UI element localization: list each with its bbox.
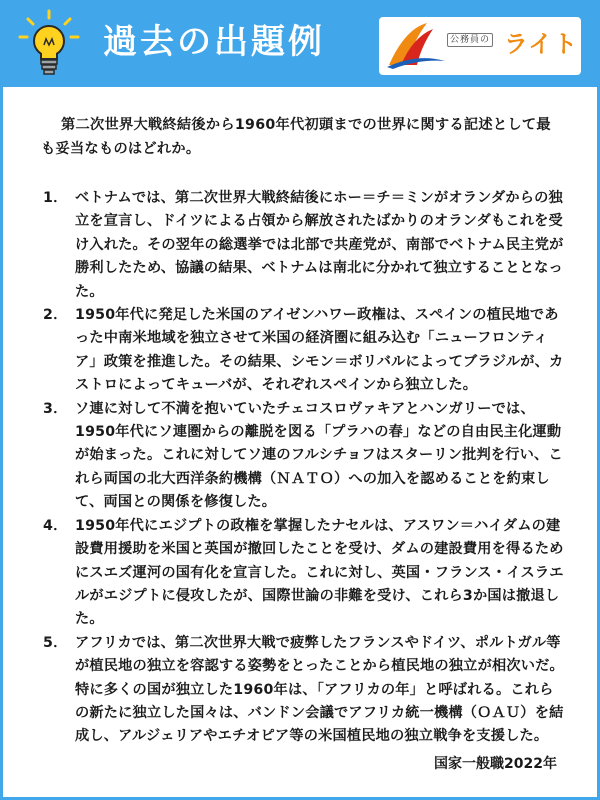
choice-text: 1950年代にエジプトの政権を掌握したナセルは、アスワン＝ハイダムの建設費用援助を米国と英国が撤回したことを受け、ダムの建設費用を得るためにスエズ運河の国有化を宣言した。これに対し、英国・フランス・イスラエルがエジプトに侵攻したが、国際世論の非難を受け、これら3か国は撤退した。 xyxy=(75,517,564,628)
choice-item xyxy=(41,515,565,632)
choice-number: 3． xyxy=(43,400,68,417)
choice-item xyxy=(41,632,565,749)
choice-item xyxy=(41,187,565,304)
choice-text: ベトナムでは、第二次世界大戦終結後にホー＝チ＝ミンがオランダからの独立を宣言し、ドイツによる占領から解放されたばかりのオランダもこれを受け入れた。その翌年の総選挙では北部で共産党が、南部でベトナム民主党が勝利したため、協議の結果、ベトナムは南北に分かれて独立することとなった。 xyxy=(75,190,564,300)
exam-source: 国家一般職2022年 xyxy=(434,756,557,772)
logo-name: ライト xyxy=(504,30,579,58)
choice-number: 1． xyxy=(43,190,68,206)
brand-logo xyxy=(379,17,581,75)
choice-item xyxy=(41,304,565,398)
choice-number: 2． xyxy=(43,307,68,324)
choice-text: アフリカでは、第二次世界大戦で疲弊したフランスやドイツ、ポルトガル等が植民地の独立を容認する姿勢をとったことから植民地の独立が相次いだ。特に多くの国が独立した1960年は、「アフリカの年」と呼ばれる。これらの新たに独立した国々は、バンドン会議でアフリカ統一機構（ＯＡＵ）を結成し、アルジェリアやエチオピア等の米国植民地の独立戦争を支援した。 xyxy=(75,634,564,745)
lightbulb-icon xyxy=(17,9,81,79)
page-title: 過去の出題例 xyxy=(103,22,325,62)
question-text: 第二次世界大戦終結後から1960年代初頭までの世界に関する記述として最も妥当なものはどれか。 xyxy=(41,117,551,157)
logo-mark-icon xyxy=(383,19,447,71)
choice-text: 1950年代に発足した米国のアイゼンハワー政権は、スペインの植民地であった中南米地域を独立させて米国の経済圏に組み込む「ニューフロンティア」政策を推進した。その結果、シモン＝ボリバルによってブラジルが、カストロによってキューバが、それぞれスペインから独立した。 xyxy=(75,307,564,394)
choice-item xyxy=(41,398,565,515)
question-content xyxy=(41,113,565,749)
choice-number: 5． xyxy=(43,634,68,651)
choice-text: ソ連に対して不満を抱いていたチェコスロヴァキアとハンガリーでは、1950年代にソ連圏からの離脱を図る「プラハの春」などの自由民主化運動が始まった。これに対してソ連のフルシチョフはスターリン批判を行い、これら両国の北大西洋条約機構（ＮＡＴＯ）への加入を認めることを約束して、両国との関係を修復した。 xyxy=(75,400,563,511)
choice-number: 4． xyxy=(43,517,68,534)
header-banner xyxy=(3,3,597,87)
logo-subtitle: 公務員の xyxy=(447,33,493,47)
